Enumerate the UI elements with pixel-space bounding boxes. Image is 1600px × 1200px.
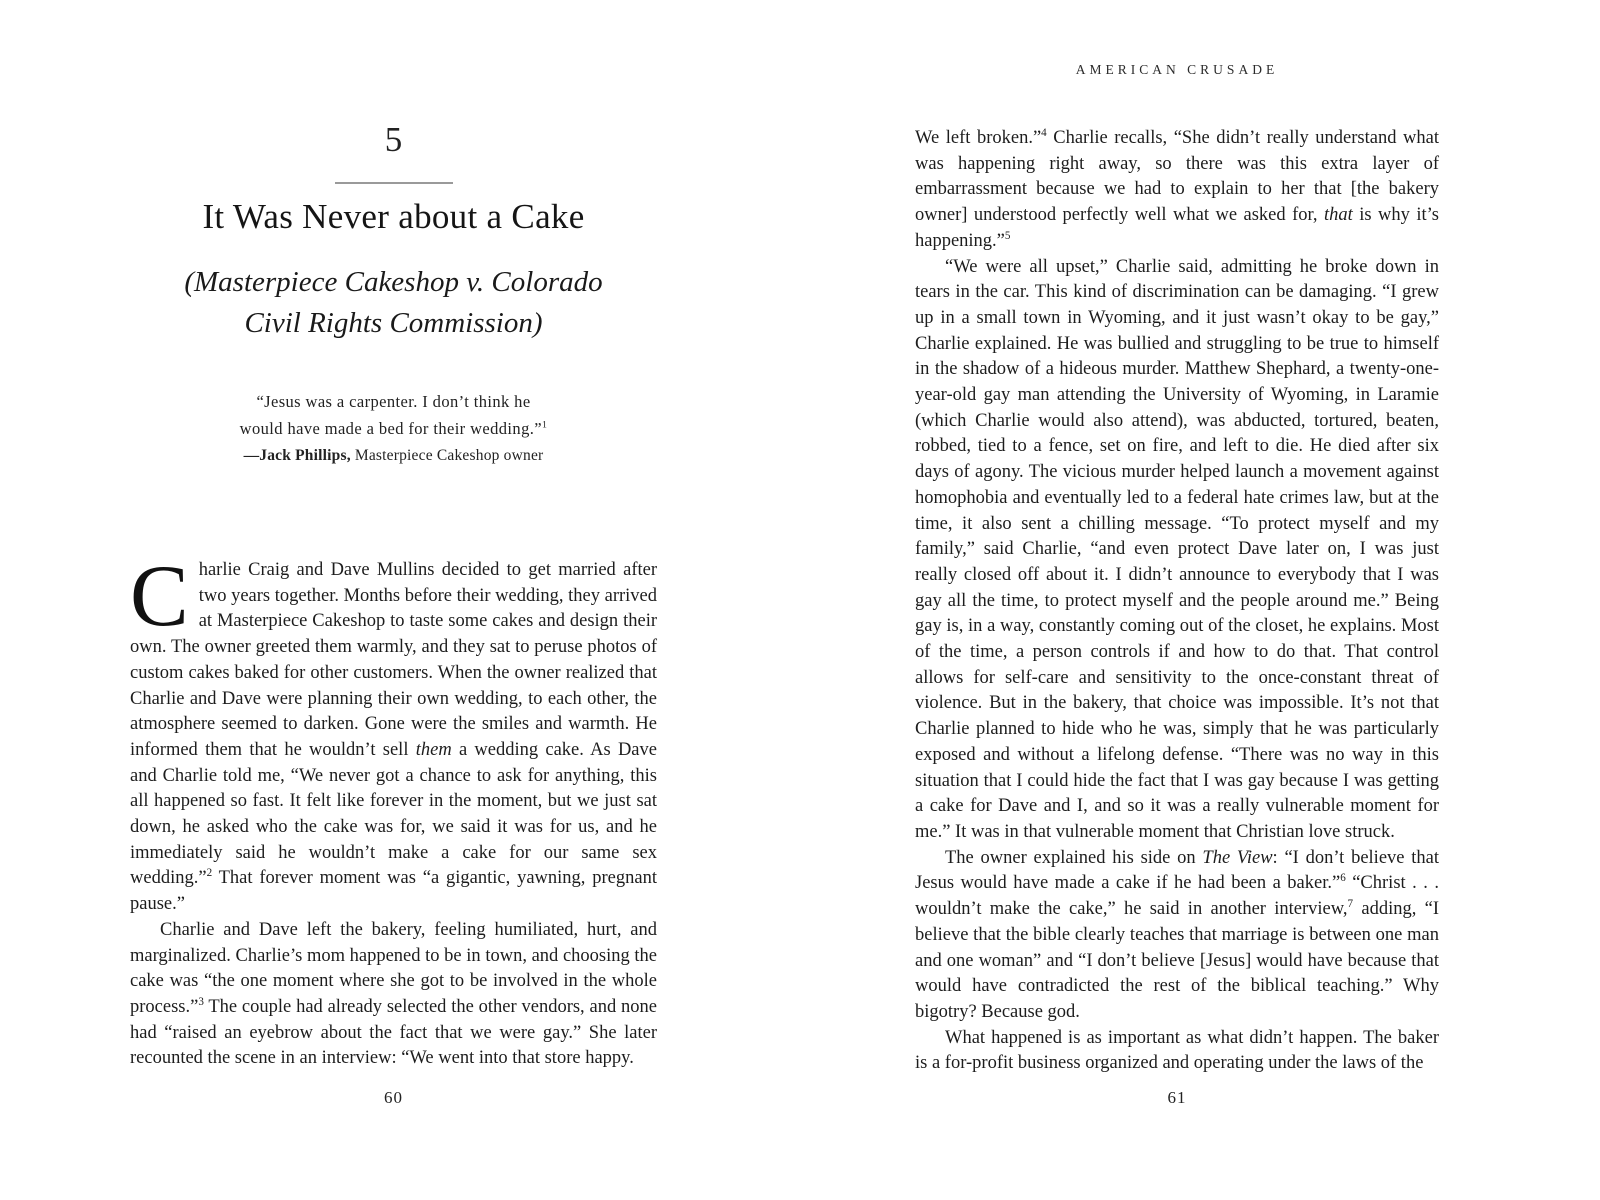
paragraph: We left broken.”$^4$ Charlie recalls, “She didn’t really understand what was happening right away, so there was this extra layer of embarrassment because we had to explain to her that [the bakery owner] understood perfectly well what we asked for, that is why it’s happening.”$^5$ bbox=[915, 126, 1439, 251]
case-subtitle bbox=[130, 262, 657, 344]
chapter-title: It Was Never about a Cake bbox=[202, 197, 585, 236]
paragraph bbox=[130, 548, 657, 918]
epigraph-quote bbox=[130, 388, 657, 442]
page-number-right: 61 bbox=[1167, 1088, 1187, 1107]
body-text-left bbox=[130, 548, 657, 1072]
chapter-divider-rule bbox=[335, 182, 453, 184]
drop-cap: C bbox=[130, 548, 189, 645]
paragraph: What happened is as important as what didn’t happen. The baker is a for-profit business organized and operating under the laws of the bbox=[915, 1027, 1439, 1074]
body-text-right bbox=[915, 126, 1439, 1077]
epigraph-line2: would have made a bed for their wedding.”$^1$ bbox=[239, 419, 548, 438]
paragraph: The owner explained his side on The View: “I don’t believe that Jesus would have made a cake if he had been a baker.”$^6$ “Christ . . . wouldn’t make the cake,” he said in another interview,$^7$ adding, “I believe that the bible clearly teaches that marriage is between one man and one woman” and “I don’t believe [Jesus] would have because that would have contradicted the rest of the biblical teaching.” Why bigotry? Because god. bbox=[915, 847, 1439, 1022]
epigraph-attribution: —Jack Phillips, Masterpiece Cakeshop owner bbox=[243, 447, 544, 464]
paragraph: Charlie and Dave left the bakery, feeling humiliated, hurt, and marginalized. Charlie’s mom happened to be in town, and choosing the cake was “the one moment where she got to be involved in the whole process.”$^3$ The couple had already selected the other vendors, and none had “raised an eyebrow about the fact that we were gay.” She later recounted the scene in an interview: “We went into that store happy. bbox=[130, 919, 657, 1069]
page-number-left: 60 bbox=[384, 1088, 403, 1107]
case-subtitle-line1: (Masterpiece Cakeshop v. Colorado bbox=[184, 266, 603, 298]
page-left bbox=[130, 0, 657, 1200]
epigraph-line1: “Jesus was a carpenter. I don’t think he bbox=[256, 392, 531, 411]
chapter-number: 5 bbox=[384, 120, 403, 159]
paragraph-text: harlie Craig and Dave Mullins decided to get married after two years together. Months before their wedding, they arrived at Masterpiece Cakeshop to taste some cakes and design their own. The owner greeted them warmly, and they sat to peruse photos of custom cakes baked for other customers. When the owner realized that Charlie and Dave were planning their own wedding, to each other, the atmosphere seemed to darken. Gone were the smiles and warmth. He informed them that he wouldn’t sell them a wedding cake. As Dave and Charlie told me, “We never got a chance to ask for anything, this all happened so fast. It felt like forever in the moment, but we just sat down, he asked who the cake was for, we said it was for us, and he immediately said he wouldn’t make a cake for our same sex wedding.”$^2$ That forever moment was “a gigantic, yawning, pregnant pause.” bbox=[130, 560, 657, 915]
paragraph: “We were all upset,” Charlie said, admitting he broke down in tears in the car. This kind of discrimination can be damaging. “I grew up in a small town in Wyoming, and it just wasn’t okay to be gay,” Charlie explained. He was bullied and struggling to be true to himself in the shadow of a hideous murder. Matthew Shephard, a twenty-one-year-old gay man attending the University of Wyoming, in Laramie (which Charlie would also attend), was abducted, tortured, beaten, robbed, tied to a fence, set on fire, and left to die. He died after six days of agony. The vicious murder helped launch a movement against homophobia and eventually led to a federal hate crimes law, but at the time, it also sent a chilling message. “To protect myself and my family,” said Charlie, “and even protect Dave later on, I was just really closed off about it. I didn’t announce to everybody that I was gay all the time, to protect myself and the people around me.” Being gay is, in a way, constantly coming out of the closet, he explains. Most of the time, a person controls if and how to do that. That control allows for self-care and sensitivity to the once-constant threat of violence. But in the bakery, that choice was impossible. It’s not that Charlie planned to hide who he was, simply that he was particularly exposed and without a lifelong defense. “There was no way in this situation that I could hide the fact that I was gay because I was getting a cake for Dave and I, and so it was a really vulnerable moment for me.” It was in that vulnerable moment that Christian love struck. bbox=[915, 256, 1439, 842]
case-subtitle-line2: Civil Rights Commission) bbox=[244, 307, 543, 339]
running-head: AMERICAN CRUSADE bbox=[1075, 62, 1279, 77]
page-right bbox=[915, 0, 1439, 1200]
